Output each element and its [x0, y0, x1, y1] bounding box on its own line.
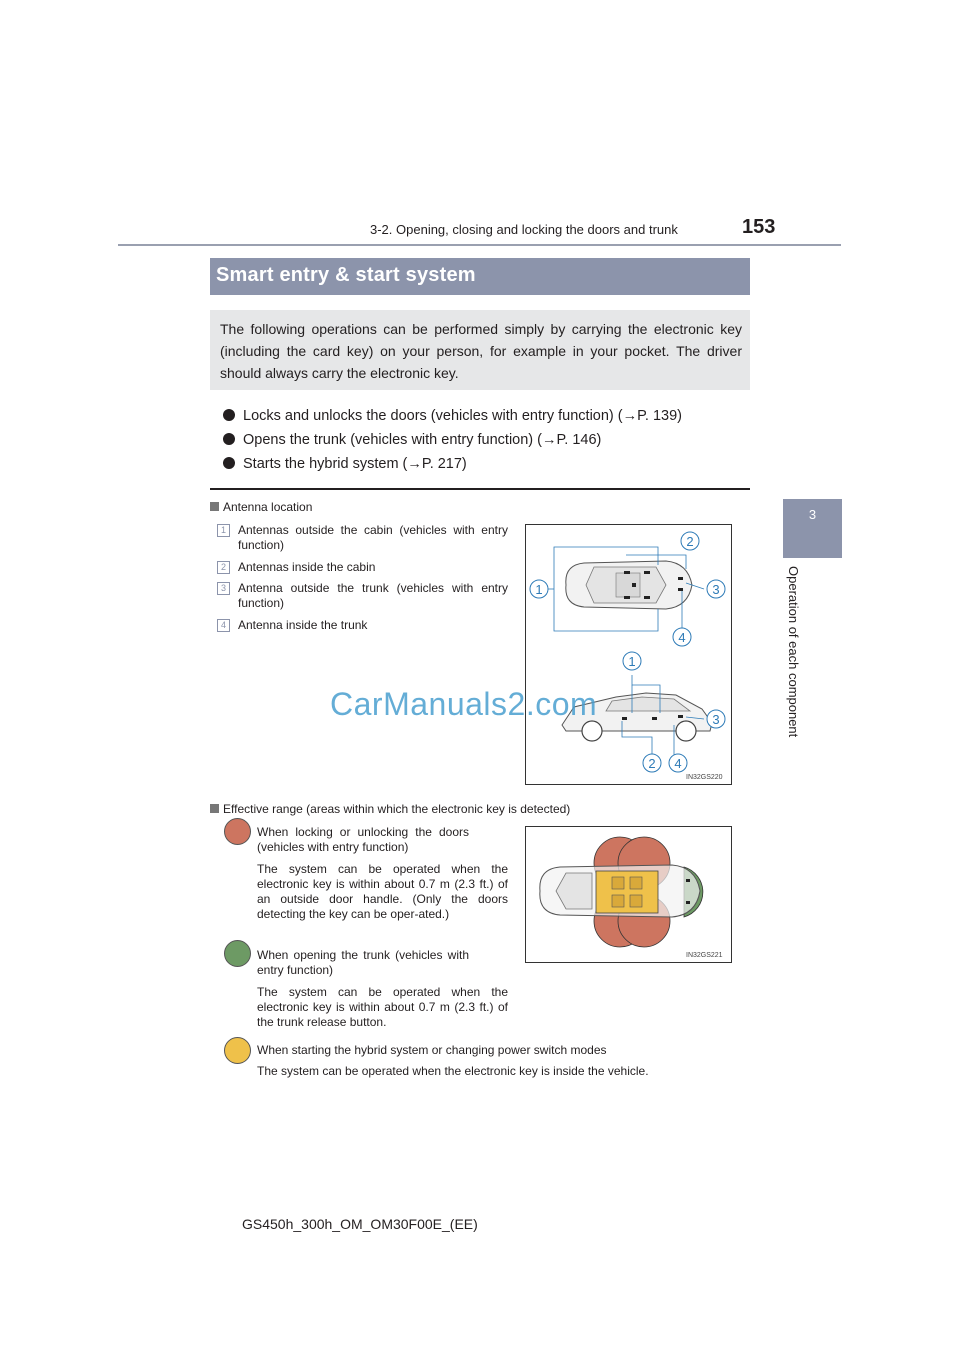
range-heading: Effective range (areas within which the electronic key is detected) [210, 802, 570, 816]
square-bullet-icon [210, 502, 219, 511]
antenna-heading: Antenna location [210, 500, 312, 514]
door-range-color-icon [224, 818, 251, 845]
section-divider [210, 488, 750, 490]
range-diagram [526, 827, 731, 962]
bullet-item: Locks and unlocks the doors (vehicles with entry function) (→P. 139) [223, 408, 682, 424]
chapter-title: Operation of each component [786, 566, 801, 738]
antenna-diagram [526, 525, 731, 784]
bullet-icon [223, 433, 235, 445]
range-item-title: When opening the trunk (vehicles with entry function) [257, 948, 469, 977]
section-header: 3-2. Opening, closing and locking the doors and trunk [370, 222, 678, 237]
item-number-badge: 4 [217, 619, 230, 632]
range-item-desc: The system can be operated when the electronic key is within about 0.7 m (2.3 ft.) of the trunk release button. [257, 985, 508, 1029]
bullet-icon [223, 409, 235, 421]
square-bullet-icon [210, 804, 219, 813]
cabin-range-color-icon [224, 1037, 251, 1064]
range-item-title: When starting the hybrid system or changing power switch modes [257, 1043, 607, 1057]
figure-code: IN32GS220 [686, 774, 723, 781]
range-item-desc: The system can be operated when the electronic key is inside the vehicle. [257, 1064, 649, 1078]
antenna-item-text: Antennas inside the cabin [238, 560, 376, 574]
svg-text:1: 1 [535, 582, 543, 597]
svg-text:2: 2 [648, 756, 656, 771]
svg-text:3: 3 [712, 582, 720, 597]
watermark: CarManuals2.com [330, 686, 598, 722]
range-figure [525, 826, 732, 963]
chapter-number: 3 [808, 507, 817, 522]
figure-code: IN32GS221 [686, 952, 723, 959]
car-top-view-icon [566, 561, 692, 609]
antenna-item-text: Antenna inside the trunk [238, 618, 368, 632]
range-item-desc: The system can be operated when the electronic key is within about 0.7 m (2.3 ft.) of an outside door handle. (Only the doors detecting the key can be oper-ated.) [257, 862, 508, 921]
page-number: 153 [742, 216, 776, 238]
svg-text:1: 1 [628, 654, 636, 669]
intro-text: The following operations can be performed simply by carrying the electronic key (including the card key) on your person, for example in your pocket. The driver should always carry the electronic key. [220, 321, 742, 381]
range-item-title: When locking or unlocking the doors (vehicles with entry function) [257, 825, 469, 854]
svg-text:4: 4 [678, 630, 686, 645]
header-divider [118, 244, 841, 246]
bullet-item: Opens the trunk (vehicles with entry function) (→P. 146) [223, 432, 601, 448]
antenna-item-text: Antenna outside the trunk (vehicles with entry function) [238, 581, 508, 610]
item-number-badge: 2 [217, 561, 230, 574]
item-number-badge: 1 [217, 524, 230, 537]
svg-text:2: 2 [686, 534, 694, 549]
antenna-figure [525, 524, 732, 785]
svg-text:4: 4 [674, 756, 682, 771]
item-number-badge: 3 [217, 582, 230, 595]
antenna-item-text: Antennas outside the cabin (vehicles with entry function) [238, 523, 508, 552]
trunk-range-color-icon [224, 940, 251, 967]
bullet-icon [223, 457, 235, 469]
bullet-item: Starts the hybrid system (→P. 217) [223, 456, 467, 472]
svg-text:3: 3 [712, 712, 720, 727]
section-title: Smart entry & start system [216, 264, 476, 286]
document-code-footer: GS450h_300h_OM_OM30F00E_(EE) [242, 1216, 478, 1232]
car-top-view-icon [540, 865, 700, 917]
